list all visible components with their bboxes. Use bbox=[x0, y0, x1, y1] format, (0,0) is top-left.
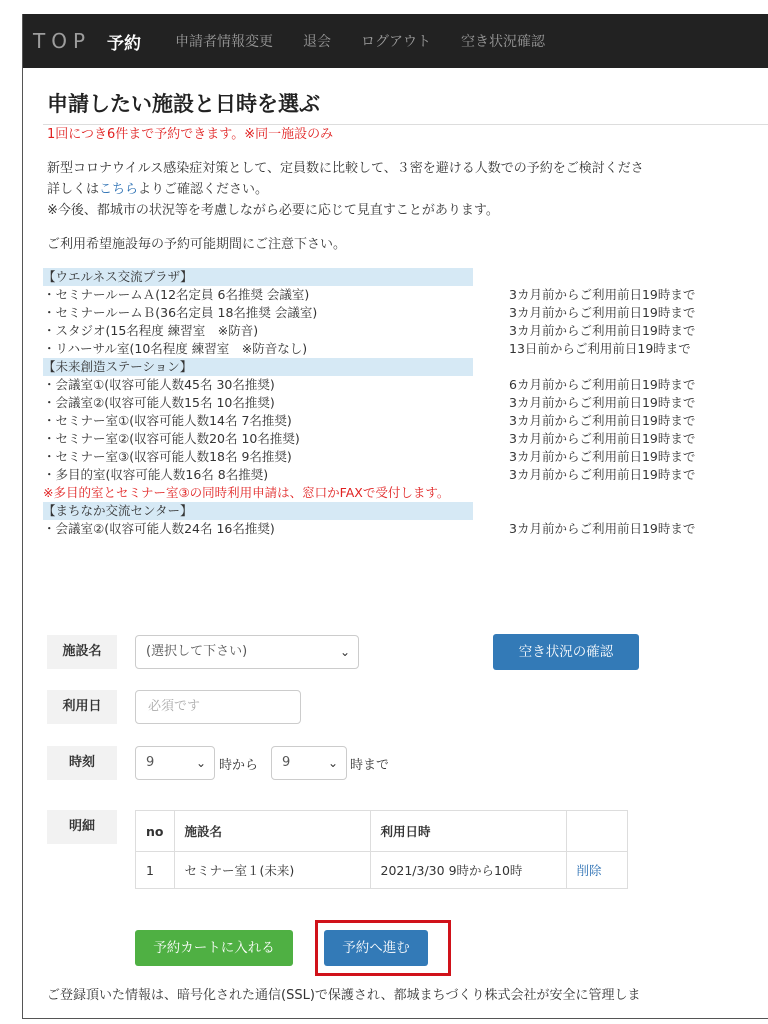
footer-privacy-note: ご登録頂いた情報は、暗号化された通信(SSL)で保護され、都城まちづくり株式会社が安全に管理しま bbox=[47, 988, 641, 1003]
facility-label: ・会議室①(収容可能人数45名 30名推奨) bbox=[43, 377, 275, 392]
notice-link-here[interactable]: こちら bbox=[99, 182, 139, 197]
delete-link[interactable]: 削除 bbox=[566, 852, 627, 889]
nav-item-reservation[interactable]: 予約 bbox=[107, 33, 142, 54]
date-label: 利用日 bbox=[47, 690, 117, 724]
row-datetime: 2021/3/30 9時から10時 bbox=[370, 852, 566, 889]
notice-line-2 bbox=[47, 181, 268, 199]
facility-period: 6カ月前からご利用前日19時まで bbox=[509, 377, 696, 392]
chevron-down-icon: ⌄ bbox=[339, 645, 350, 659]
time-to-suffix: 時まで bbox=[350, 758, 390, 773]
chevron-down-icon: ⌄ bbox=[327, 756, 338, 770]
proceed-to-reservation-button[interactable]: 予約へ進む bbox=[324, 930, 428, 966]
facility-row bbox=[43, 376, 743, 394]
nav-item-logout[interactable]: ログアウト bbox=[361, 34, 432, 50]
time-from-value: 9 bbox=[146, 755, 155, 770]
check-availability-button[interactable]: 空き状況の確認 bbox=[493, 634, 639, 670]
notice-line-2-pre: 詳しくは bbox=[47, 182, 100, 197]
facility-select-value: (選択して下さい) bbox=[146, 644, 248, 659]
time-to-value: 9 bbox=[282, 755, 291, 770]
chevron-down-icon: ⌄ bbox=[195, 756, 206, 770]
detail-table bbox=[135, 810, 628, 889]
nav-brand-top[interactable]: TOP bbox=[33, 29, 92, 53]
facility-label: ・多目的室(収容可能人数16名 8名推奨) bbox=[43, 467, 269, 482]
facility-period: 3カ月前からご利用前日19時まで bbox=[509, 395, 696, 410]
facility-row bbox=[43, 286, 743, 304]
add-to-cart-button[interactable]: 予約カートに入れる bbox=[135, 930, 293, 966]
detail-table-header bbox=[136, 811, 628, 852]
top-navbar bbox=[23, 14, 768, 68]
page-title: 申請したい施設と日時を選ぶ bbox=[47, 92, 320, 116]
time-from-suffix: 時から bbox=[219, 758, 259, 773]
facility-label: ・セミナー室②(収容可能人数20名 10名推奨) bbox=[43, 431, 300, 446]
facility-row bbox=[43, 520, 743, 538]
simultaneous-use-note: ※多目的室とセミナー室③の同時利用申請は、窓口かFAXで受付します。 bbox=[43, 485, 450, 500]
row-facility: セミナー室１(未来) bbox=[174, 852, 370, 889]
facility-row bbox=[43, 304, 743, 322]
facility-row bbox=[43, 466, 743, 484]
facility-period: 3カ月前からご利用前日19時まで bbox=[509, 413, 696, 428]
facility-row bbox=[43, 448, 743, 466]
facility-select[interactable] bbox=[135, 635, 359, 669]
facility-period: 3カ月前からご利用前日19時まで bbox=[509, 467, 696, 482]
facility-row bbox=[43, 394, 743, 412]
date-input[interactable]: 必須です bbox=[135, 690, 301, 724]
table-row bbox=[136, 852, 628, 889]
group-header-mirai: 【未来創造ステーション】 bbox=[43, 358, 473, 376]
main-content bbox=[43, 68, 768, 1018]
group-header-wellness: 【ウエルネス交流プラザ】 bbox=[43, 268, 473, 286]
header-facility: 施設名 bbox=[174, 811, 370, 852]
facility-row bbox=[43, 322, 743, 340]
facility-name-label: 施設名 bbox=[47, 635, 117, 669]
facility-period: 13日前からご利用前日19時まで bbox=[509, 341, 691, 356]
facility-label: ・スタジオ(15名程度 練習室 ※防音) bbox=[43, 323, 259, 338]
facility-label: ・セミナールームＢ(36名定員 18名推奨 会議室) bbox=[43, 305, 318, 320]
facility-period: 3カ月前からご利用前日19時まで bbox=[509, 431, 696, 446]
facility-row bbox=[43, 412, 743, 430]
row-no: 1 bbox=[136, 852, 175, 889]
header-datetime: 利用日時 bbox=[370, 811, 566, 852]
notice-line-3: ※今後、都城市の状況等を考慮しながら必要に応じて見直すことがあります。 bbox=[47, 203, 499, 218]
facility-period: 3カ月前からご利用前日19時まで bbox=[509, 449, 696, 464]
time-to-select[interactable] bbox=[271, 746, 347, 780]
header-no: no bbox=[136, 811, 175, 852]
notice-line-2-post: よりご確認ください。 bbox=[138, 182, 269, 197]
group-header-machinaka: 【まちなか交流センター】 bbox=[43, 502, 473, 520]
facility-period: 3カ月前からご利用前日19時まで bbox=[509, 521, 696, 536]
facility-row bbox=[43, 430, 743, 448]
nav-item-applicant-info[interactable]: 申請者情報変更 bbox=[175, 34, 274, 50]
limit-note: 1回につき6件まで予約できます。※同一施設のみ bbox=[47, 127, 334, 142]
page-frame bbox=[22, 14, 768, 1019]
facility-period: 3カ月前からご利用前日19時まで bbox=[509, 287, 696, 302]
facility-label: ・セミナー室①(収容可能人数14名 7名推奨) bbox=[43, 413, 292, 428]
facility-label: ・セミナー室③(収容可能人数18名 9名推奨) bbox=[43, 449, 292, 464]
time-from-select[interactable] bbox=[135, 746, 215, 780]
facility-label: ・会議室②(収容可能人数24名 16名推奨) bbox=[43, 521, 275, 536]
facility-period: 3カ月前からご利用前日19時まで bbox=[509, 305, 696, 320]
highlight-frame bbox=[315, 920, 451, 976]
detail-label: 明細 bbox=[47, 810, 117, 844]
facility-label: ・セミナールームＡ(12名定員 6名推奨 会議室) bbox=[43, 287, 310, 302]
nav-item-availability[interactable]: 空き状況確認 bbox=[461, 34, 546, 50]
facility-period: 3カ月前からご利用前日19時まで bbox=[509, 323, 696, 338]
facility-list bbox=[43, 268, 743, 538]
header-action bbox=[566, 811, 627, 852]
facility-label: ・会議室②(収容可能人数15名 10名推奨) bbox=[43, 395, 275, 410]
nav-item-withdraw[interactable]: 退会 bbox=[303, 34, 332, 50]
notice-line-1: 新型コロナウイルス感染症対策として、定員数に比較して、３密を避ける人数での予約をご検討くださ bbox=[47, 161, 644, 176]
period-intro: ご利用希望施設毎の予約可能期間にご注意下さい。 bbox=[47, 237, 347, 252]
facility-row bbox=[43, 340, 743, 358]
time-label: 時刻 bbox=[47, 746, 117, 780]
title-divider bbox=[43, 124, 768, 125]
facility-label: ・リハーサル室(10名程度 練習室 ※防音なし) bbox=[43, 341, 308, 356]
